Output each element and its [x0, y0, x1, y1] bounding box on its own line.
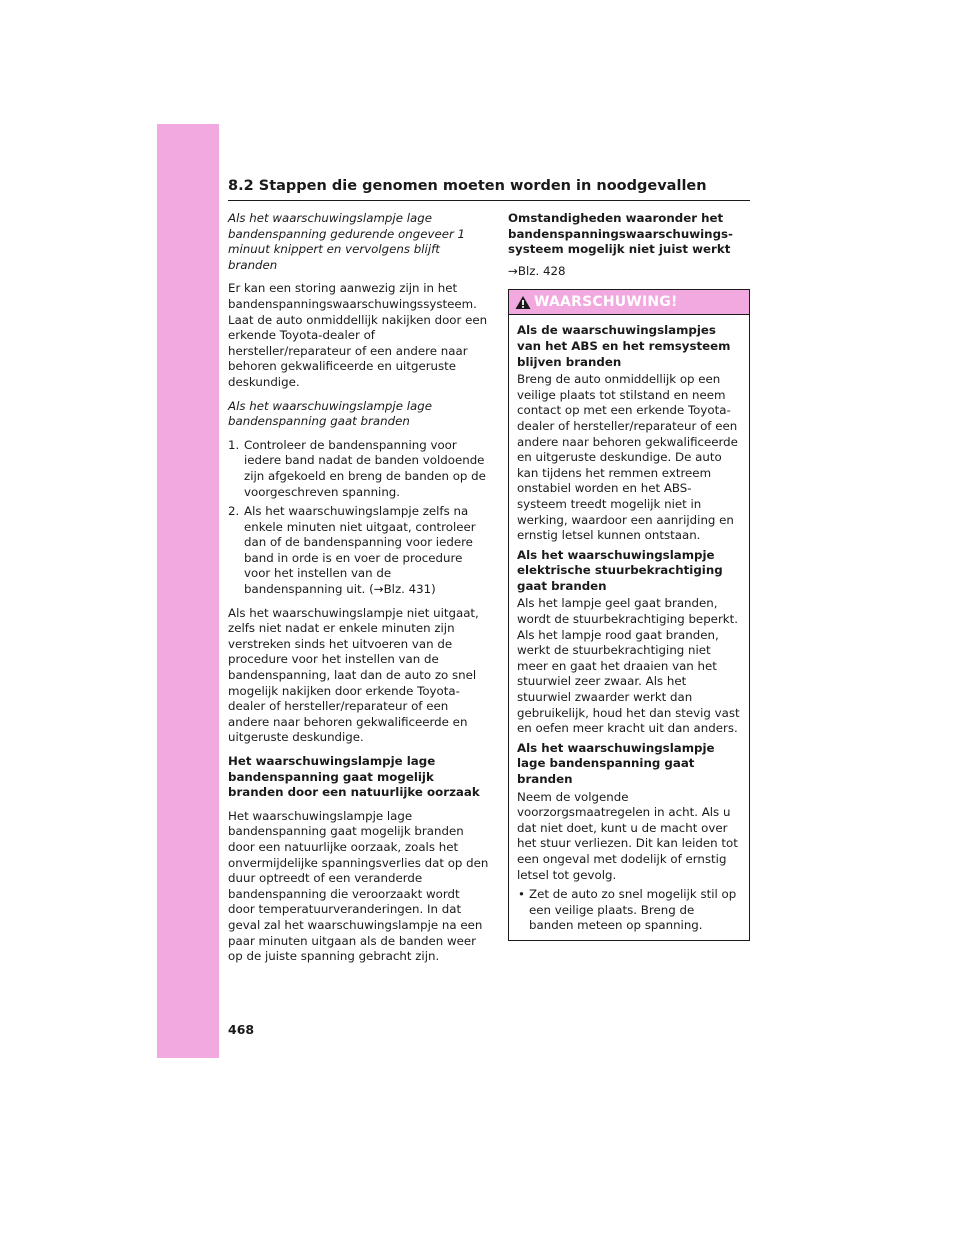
- warning-paragraph-tire-pressure: Neem de volgende voorzorgsmaatregelen in acht. Als u dat niet doet, kunt u de macht over het stuur verliezen. Dit kan leiden tot een ongeval met dodelijk of ernstig letsel tot gevolg.: [517, 789, 738, 882]
- warning-header: [509, 290, 749, 315]
- bullet-text: Zet de auto zo snel mogelijk stil op een veilige plaats. Breng de banden meteen op spanning.: [529, 887, 737, 933]
- warning-heading-tire-pressure: Als het waarschuwingslampje lage bandenspanning gaat branden: [517, 740, 715, 786]
- paragraph-not-off: Als het waarschuwingslampje niet uitgaat, zelfs niet nadat er enkele minuten zijn verstreken sinds het uitvoeren van de procedure voor het instellen van de bandenspanning, laat dan de auto zo snel mogelijk nakijken door erkende Toyota-dealer of hersteller/reparateur of een andere naar behoren gekwalificeerde en uitgeruste deskundige.: [228, 605, 479, 745]
- section-number: 8.2: [228, 178, 254, 194]
- warning-paragraph-abs: Breng de auto onmiddellijk op een veilige plaats tot stilstand en neem contact op met een erkende Toyota-dealer of hersteller/reparateur of een andere naar behoren gekwalificeerde en uitgeruste deskundige. De auto kan tijdens het remmen extreem onstabiel worden en het ABS-systeem treedt mogelijk niet in werking, waardoor een aanrijding en ernstig letsel kunnen ontstaan.: [517, 372, 738, 543]
- subheading-blinking-warning: Als het waarschuwingslampje lage bandenspanning gedurende ongeveer 1 minuut knippert en vervolgens blijft branden: [228, 211, 466, 272]
- subheading-warning-on: Als het waarschuwingslampje lage bandenspanning gaat branden: [228, 398, 432, 429]
- heading-natural-cause: Het waarschuwingslampje lage bandenspanning gaat mogelijk branden door een natuurlijke oorzaak: [228, 754, 480, 800]
- warning-box: [508, 289, 750, 941]
- step-number: 2.: [228, 504, 240, 519]
- section-title: Stappen die genomen moeten worden in noodgevallen: [258, 178, 707, 194]
- warning-bullets: [517, 887, 741, 934]
- section-tab-bar: [157, 124, 219, 1058]
- warning-triangle-icon: [515, 295, 531, 310]
- steps-list: [228, 438, 490, 598]
- warning-paragraph-steering: Als het lampje geel gaat branden, wordt de stuurbekrachtiging beperkt. Als het lampje rood gaat branden, werkt de stuurbekrachtiging niet meer en gaat het draaien van het stuurwiel zeer zwaar. Als het stuurwiel zwaarder werkt dan gebruikelijk, houd het dan stevig vast en oefen meer kracht uit dan anders.: [517, 596, 740, 736]
- list-item: [517, 887, 741, 934]
- warning-heading-steering: Als het waarschuwingslampje elektrische stuurbekrachtiging gaat branden: [517, 547, 723, 593]
- right-column: [508, 211, 750, 941]
- page-header: [228, 178, 750, 201]
- heading-conditions: Omstandigheden waaronder het bandenspanningswaarschuwings-systeem mogelijk niet juist werkt: [508, 211, 733, 257]
- left-column: [228, 211, 490, 973]
- warning-title: WAARSCHUWING!: [534, 293, 678, 310]
- page-reference: →Blz. 428: [508, 263, 566, 278]
- paragraph-malfunction: Er kan een storing aanwezig zijn in het bandenspanningswaarschuwingssysteem. Laat de auto onmiddellijk nakijken door een erkende Toyota-dealer of hersteller/reparateur of een andere naar behoren gekwalificeerde en uitgeruste deskundige.: [228, 281, 488, 389]
- list-item: [228, 504, 490, 598]
- step-text: Controleer de bandenspanning voor iedere band nadat de banden voldoende zijn afgekoeld en breng de banden op de voorgeschreven spanning.: [244, 437, 486, 499]
- warning-heading-abs: Als de waarschuwingslampjes van het ABS en het remsysteem blijven branden: [517, 323, 731, 369]
- page-number: 468: [228, 1022, 255, 1037]
- step-number: 1.: [228, 437, 240, 452]
- warning-body: [509, 315, 749, 940]
- paragraph-natural-cause: Het waarschuwingslampje lage bandenspanning gaat mogelijk branden door een natuurlijke oorzaak, zoals het onvermijdelijke spanningsverlies dat op den duur optreedt of een veranderde bandenspanning die veroorzaakt wordt door temperatuurveranderingen. In dat geval zal het waarschuwingslampje na een paar minuten uitgaan als de banden weer op de juiste spanning gebracht zijn.: [228, 808, 489, 964]
- list-item: [228, 438, 490, 500]
- step-text: Als het waarschuwingslampje zelfs na enkele minuten niet uitgaat, controleer dan of de bandenspanning voor iedere band in orde is en voer de procedure voor het instellen van de bandenspanning uit. (→Blz. 431): [244, 504, 476, 597]
- bullet-dot: •: [518, 887, 525, 902]
